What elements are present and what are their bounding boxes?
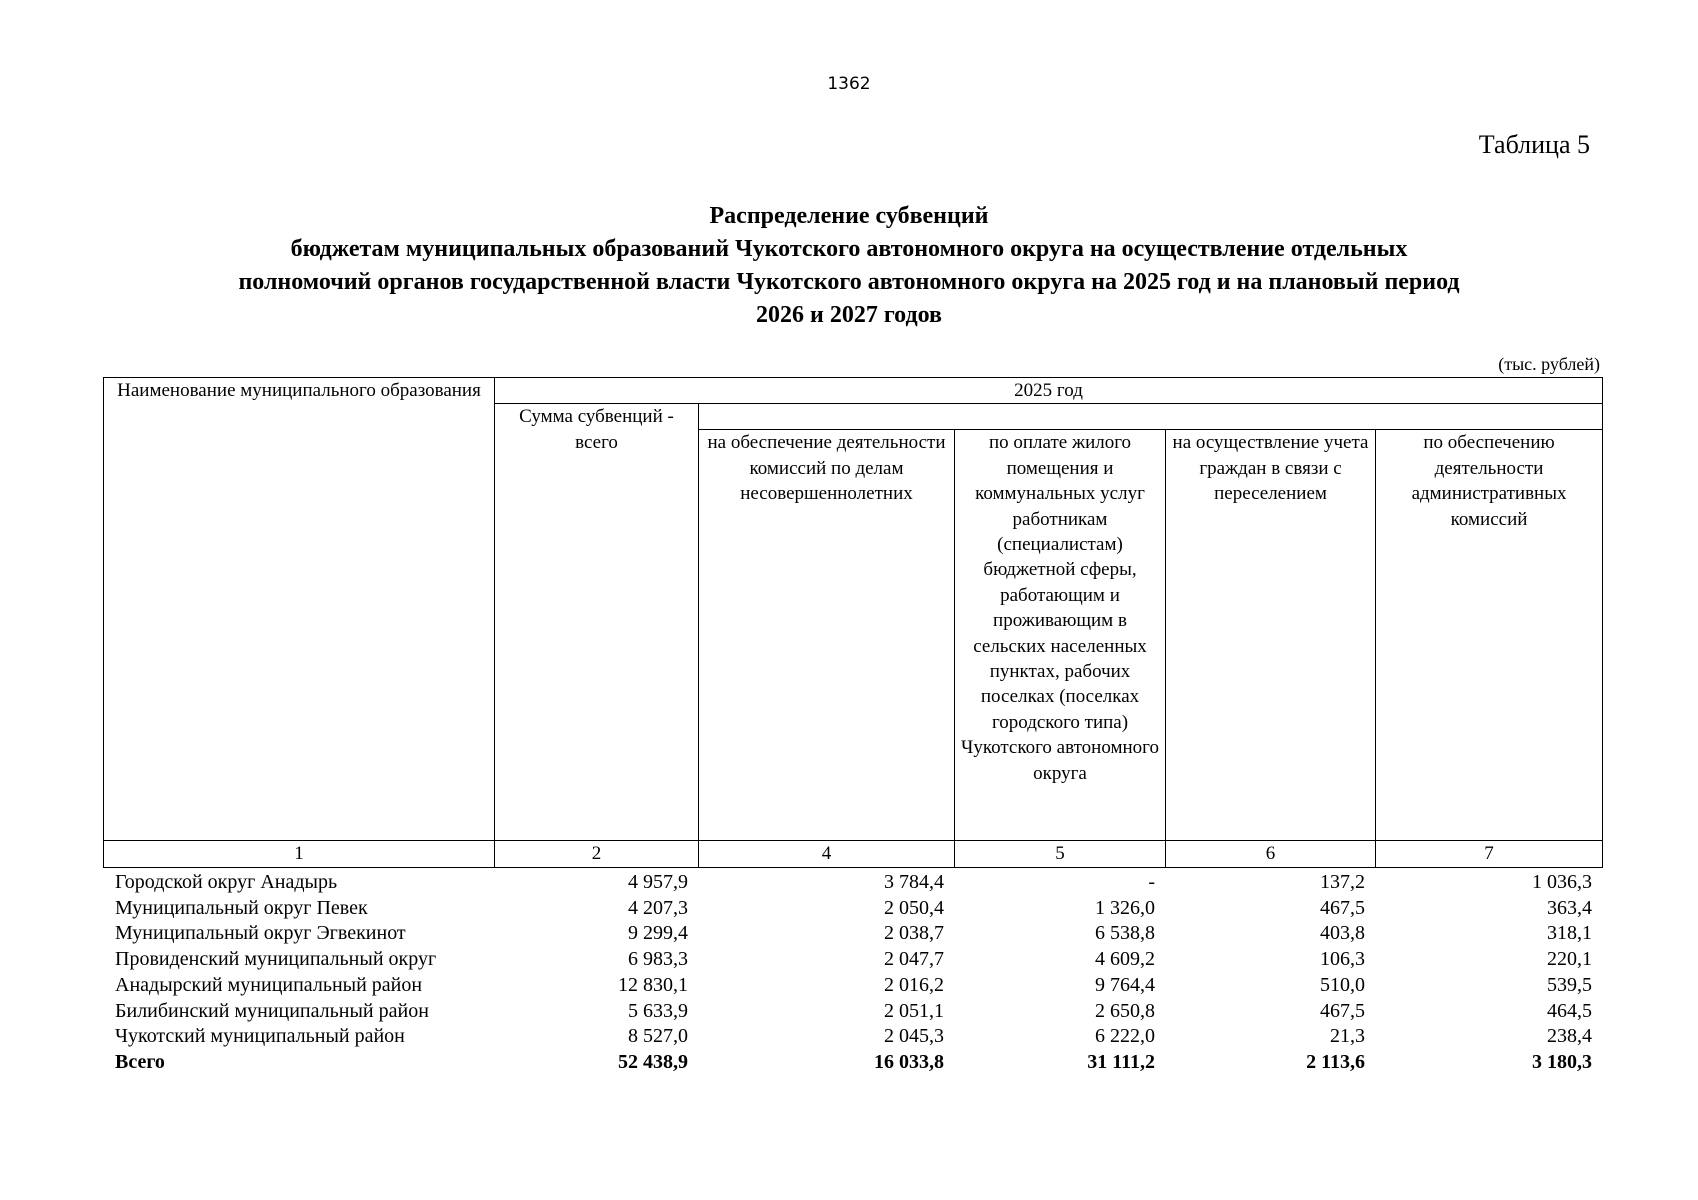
value-cell: 510,0 <box>1320 973 1365 996</box>
column-number: 2 <box>495 841 699 867</box>
value-cell: 1 326,0 <box>1095 896 1155 919</box>
data-table <box>103 870 1602 1076</box>
total-value: 3 180,3 <box>1532 1050 1592 1073</box>
header-year: 2025 год <box>495 378 1603 404</box>
value-cell: 2 047,7 <box>884 948 944 971</box>
municipality-name: Чукотский муниципальный район <box>115 1025 405 1048</box>
column-number: 7 <box>1376 841 1603 867</box>
value-cell: 8 527,0 <box>628 1025 688 1048</box>
value-cell: 2 650,8 <box>1095 999 1155 1022</box>
total-value: 16 033,8 <box>874 1050 944 1073</box>
municipality-name: Анадырский муниципальный район <box>115 973 423 996</box>
header-total-column: Сумма субвенций - всего <box>495 404 699 841</box>
value-cell: 238,4 <box>1547 1025 1592 1048</box>
header-name-column: Наименование муниципального образования <box>104 378 495 841</box>
value-cell: 4 957,9 <box>628 871 688 893</box>
table-row <box>103 870 1602 896</box>
value-cell: 467,5 <box>1320 896 1365 919</box>
value-cell: 363,4 <box>1547 896 1592 919</box>
value-cell: 6 983,3 <box>628 948 688 971</box>
value-cell: 220,1 <box>1547 948 1592 971</box>
title-line: Распределение субвенций <box>709 203 989 229</box>
municipality-name: Билибинский муниципальный район <box>115 999 429 1022</box>
value-cell: 464,5 <box>1547 999 1592 1022</box>
value-cell: 5 633,9 <box>628 999 688 1022</box>
value-cell: 4 609,2 <box>1095 948 1155 971</box>
title-line: 2026 и 2027 годов <box>756 302 942 328</box>
table-row <box>103 973 1602 999</box>
column-number: 5 <box>955 841 1166 867</box>
title-line: полномочий органов государственной власти Чукотского автономного округа на 2025 год и на плановый период <box>238 269 1460 295</box>
value-cell: 4 207,3 <box>628 896 688 919</box>
data-table-body <box>103 870 1602 1076</box>
value-cell: 2 050,4 <box>884 896 944 919</box>
value-cell: 21,3 <box>1330 1025 1365 1048</box>
value-cell: - <box>1148 871 1155 893</box>
total-value: 2 113,6 <box>1306 1050 1365 1073</box>
table-row <box>103 947 1602 973</box>
municipality-name: Провиденский муниципальный округ <box>115 948 437 971</box>
value-cell: 318,1 <box>1547 922 1592 945</box>
header-housing-utilities: по оплате жилого помещения и коммунальных услуг работникам (специалистам) бюджетной сферы, работающим и проживающим в сельских населенных пунктах, рабочих поселках (поселках городского типа) Чукотского автономного округа <box>955 430 1166 841</box>
value-cell: 12 830,1 <box>618 973 688 996</box>
total-row <box>103 1050 1602 1076</box>
column-number: 6 <box>1166 841 1376 867</box>
header-breakdown-group <box>699 404 1603 430</box>
header-resettlement-records: на осуществление учета граждан в связи с переселением <box>1166 430 1376 841</box>
column-number: 1 <box>104 841 495 867</box>
value-cell: 106,3 <box>1320 948 1365 971</box>
value-cell: 2 045,3 <box>884 1025 944 1048</box>
header-juvenile-commissions: на обеспечение деятельности комиссий по делам несовершеннолетних <box>699 430 955 841</box>
municipality-name: Муниципальный округ Певек <box>115 896 368 919</box>
value-cell: 9 299,4 <box>628 922 688 945</box>
value-cell: 467,5 <box>1320 999 1365 1022</box>
value-cell: 6 222,0 <box>1095 1025 1155 1048</box>
table-row <box>103 921 1602 947</box>
table-row <box>103 1024 1602 1050</box>
value-cell: 9 764,4 <box>1095 973 1155 996</box>
page-number: 1362 <box>827 74 871 94</box>
municipality-name: Муниципальный округ Эгвекинот <box>115 922 406 945</box>
units-label: (тыс. рублей) <box>1498 354 1600 374</box>
table-row <box>103 999 1602 1025</box>
header-admin-commissions: по обеспечению деятельности административных комиссий <box>1376 430 1603 841</box>
value-cell: 137,2 <box>1320 871 1365 893</box>
table-label: Таблица 5 <box>1478 130 1590 159</box>
total-value: 52 438,9 <box>618 1050 688 1073</box>
total-label: Всего <box>115 1050 165 1073</box>
value-cell: 2 038,7 <box>884 922 944 945</box>
municipality-name: Городской округ Анадырь <box>115 871 338 893</box>
table-row <box>103 896 1602 922</box>
value-cell: 1 036,3 <box>1532 871 1592 893</box>
value-cell: 2 051,1 <box>884 999 944 1022</box>
title-line: бюджетам муниципальных образований Чукотского автономного округа на осуществление отдельных <box>290 236 1408 262</box>
value-cell: 3 784,4 <box>884 871 944 893</box>
table-header <box>103 377 1603 868</box>
total-value: 31 111,2 <box>1087 1050 1155 1073</box>
value-cell: 6 538,8 <box>1095 922 1155 945</box>
value-cell: 539,5 <box>1547 973 1592 996</box>
column-number: 4 <box>699 841 955 867</box>
value-cell: 403,8 <box>1320 922 1365 945</box>
document-title <box>110 200 1588 332</box>
value-cell: 2 016,2 <box>884 973 944 996</box>
